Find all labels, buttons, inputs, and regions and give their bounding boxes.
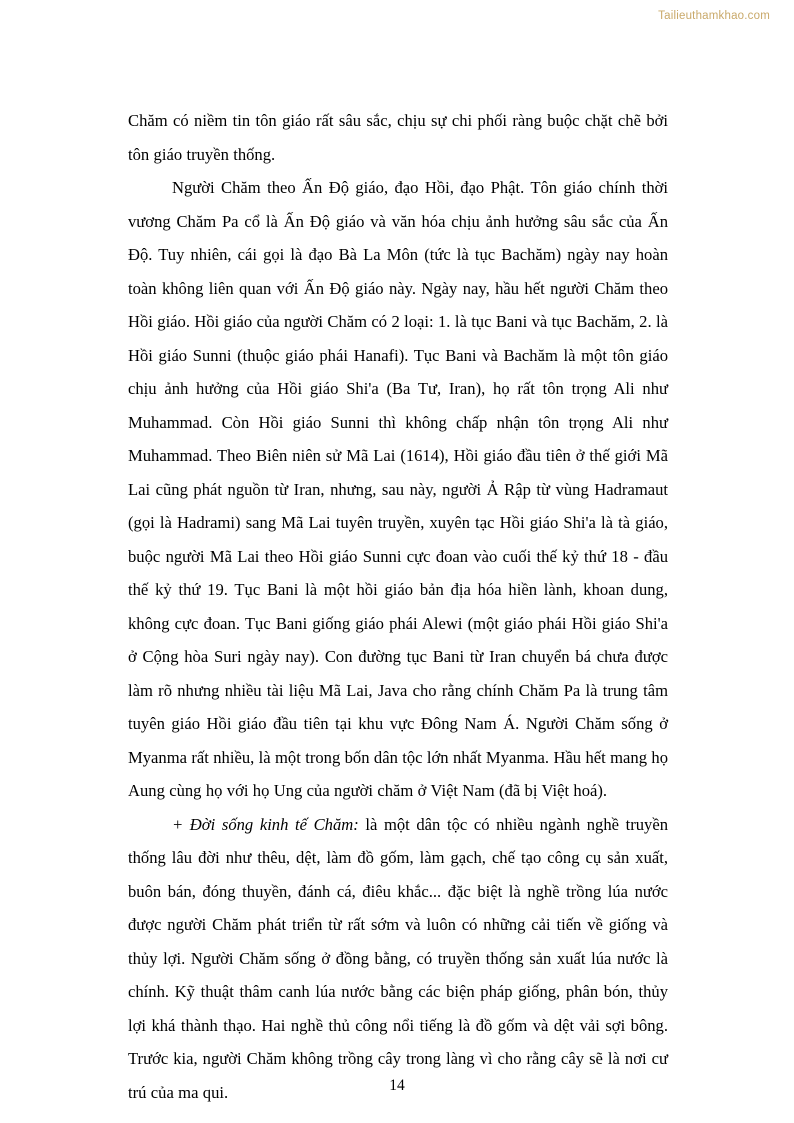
paragraph-2: Người Chăm theo Ấn Độ giáo, đạo Hồi, đạo Phật. Tôn giáo chính thời vương Chăm Pa cổ là Ấn Độ giáo và văn hóa chịu ảnh hưởng sâu sắc của Ấn Độ. Tuy nhiên, cái gọi là đạo Bà La Môn (tức là tục Bachăm) ngày nay hoàn toàn không liên quan với Ấn Độ giáo này. Ngày nay, hầu hết người Chăm theo Hồi giáo. Hồi giáo của người Chăm có 2 loại: 1. là tục Bani và tục Bachăm, 2. là Hồi giáo Sunni (thuộc giáo phái Hanafi). Tục Bani và Bachăm là một tôn giáo chịu ảnh hưởng của Hồi giáo Shi'a (Ba Tư, Iran), họ rất tôn trọng Ali như Muhammad. Còn Hồi giáo Sunni thì không chấp nhận tôn trọng Ali như Muhammad. Theo Biên niên sử Mã Lai (1614), Hồi giáo đầu tiên ở thế giới Mã Lai cũng phát nguồn từ Iran, nhưng, sau này, người Ả Rập từ vùng Hadramaut (gọi là Hadrami) sang Mã Lai tuyên truyền, xuyên tạc Hồi giáo Shi'a là tà giáo, buộc người Mã Lai theo Hồi giáo Sunni cực đoan vào cuối thế kỷ thứ 18 - đầu thế kỷ thứ 19. Tục Bani là một hồi giáo bản địa hóa hiền lành, khoan dung, không cực đoan. Tục Bani giống giáo phái Alewi (một giáo phái Hồi giáo Shi'a ở Cộng hòa Suri ngày nay). Con đường tục Bani từ Iran chuyển bá chưa được làm rõ nhưng nhiều tài liệu Mã Lai, Java cho rằng chính Chăm Pa là trung tâm tuyên giáo Hồi giáo đầu tiên tại khu vực Đông Nam Á. Người Chăm sống ở Myanma rất nhiều, là một trong bốn dân tộc lớn nhất Myanma. Hầu hết mang họ Aung cùng họ với họ Ung của người chăm ở Việt Nam (đã bị Việt hoá).	[128, 178, 668, 800]
paragraph-3-lead-italic: + Đời sống kinh tế Chăm:	[172, 814, 359, 834]
paragraph-1: Chăm có niềm tin tôn giáo rất sâu sắc, chịu sự chi phối ràng buộc chặt chẽ bởi tôn giáo truyền thống.	[128, 111, 668, 164]
document-body	[128, 104, 668, 1109]
watermark-text: Tailieuthamkhao.com	[658, 10, 770, 22]
paragraph-3	[128, 808, 668, 1110]
paragraph-3-text: là một dân tộc có nhiều ngành nghề truyền thống lâu đời như thêu, dệt, làm đồ gốm, làm gạch, chế tạo công cụ sản xuất, buôn bán, đóng thuyền, đánh cá, điêu khắc... đặc biệt là nghề trồng lúa nước được người Chăm phát triển từ rất sớm và luôn có những cải tiến về giống và thủy lợi. Người Chăm sống ở đồng bằng, có truyền thống sản xuất lúa nước là chính. Kỹ thuật thâm canh lúa nước bằng các biện pháp giống, phân bón, thủy lợi khá thành thạo. Hai nghề thủ công nổi tiếng là đồ gốm và dệt vải sợi bông. Trước kia, người Chăm không trồng cây trong làng vì cho rằng cây sẽ là nơi cư trú của ma qui.	[128, 814, 669, 1102]
page-number: 14	[389, 1077, 405, 1094]
